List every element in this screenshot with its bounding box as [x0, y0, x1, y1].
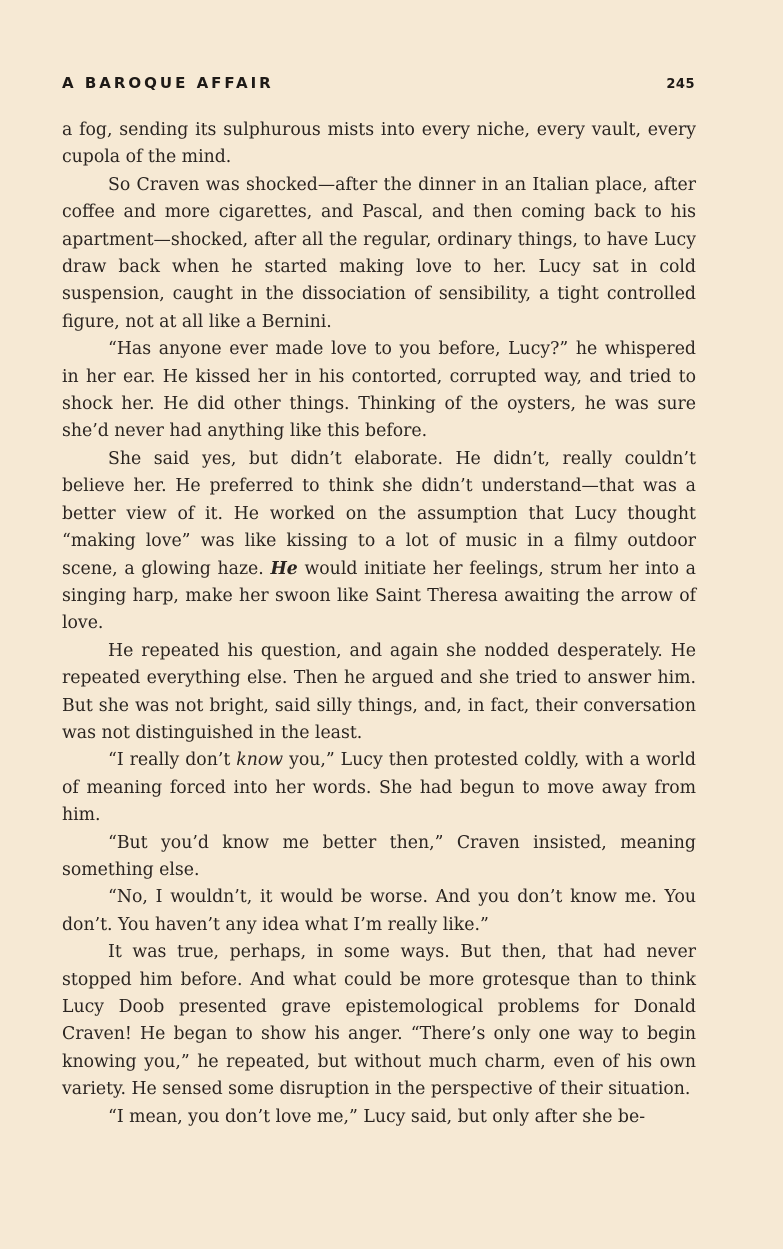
page-number: 245 — [666, 77, 695, 92]
paragraph: “But you’d know me better then,” Craven insisted, meaning something else. — [62, 832, 696, 880]
body-text — [62, 117, 696, 1131]
paragraph: “No, I wouldn’t, it would be worse. And you don’t know me. You don’t. You haven’t any idea what I’m really like.” — [62, 887, 696, 935]
paragraph: “I mean, you don’t love me,” Lucy said, but only after she be- — [108, 1106, 646, 1127]
emphasis: He — [270, 558, 298, 579]
paragraph: “Has anyone ever made love to you before, Lucy?” he whispered in her ear. He kissed her in his contorted, corrupted way, and tried to shock her. He did other things. Thinking of the oysters, he was sure she’d never had anything like this before. — [62, 339, 696, 442]
paragraph: It was true, perhaps, in some ways. But then, that had never stopped him before. And what could be more grotesque than to think Lucy Doob presented grave epistemological problems for Donald Craven! He began to show his anger. “There’s only one way to begin knowing you,” he repeated, but without much charm, even of his own variety. He sensed some disruption in the perspective of their situation. — [62, 942, 696, 1100]
paragraph: She said yes, but didn’t elaborate. He didn’t, really couldn’t believe her. He preferred to think she didn’t understand—that was a better view of it. He worked on the assumption that Lucy thought “making love” was like kissing to a lot of music in a filmy outdoor scene, a glowing haze. He would initiate her feelings, strum her into a singing harp, make her swoon like Saint Theresa awaiting the arrow of love. — [62, 448, 696, 634]
paragraph: So Craven was shocked—after the dinner in an Italian place, after coffee and more cigarettes, and Pascal, and then coming back to his apartment—shocked, after all the regular, ordinary things, to have Lucy draw back when he started making love to her. Lucy sat in cold suspension, caught in the dissociation of sensibility, a tight controlled figure, not at all like a Bernini. — [62, 174, 696, 332]
paragraph: He repeated his question, and again she nodded desperately. He repeated everything else. Then he argued and she tried to answer him. But she was not bright, said silly things, and, in fact, their conversation was not distinguished in the least. — [62, 640, 696, 743]
page-header — [62, 74, 695, 92]
running-head: A BAROQUE AFFAIR — [62, 74, 274, 92]
paragraph: “I really don’t know you,” Lucy then protested coldly, with a world of meaning forced into her words. She had begun to move away from him. — [62, 750, 696, 826]
emphasis: know — [236, 750, 284, 771]
paragraph: a fog, sending its sulphurous mists into every niche, every vault, every cupola of the mind. — [62, 120, 696, 168]
